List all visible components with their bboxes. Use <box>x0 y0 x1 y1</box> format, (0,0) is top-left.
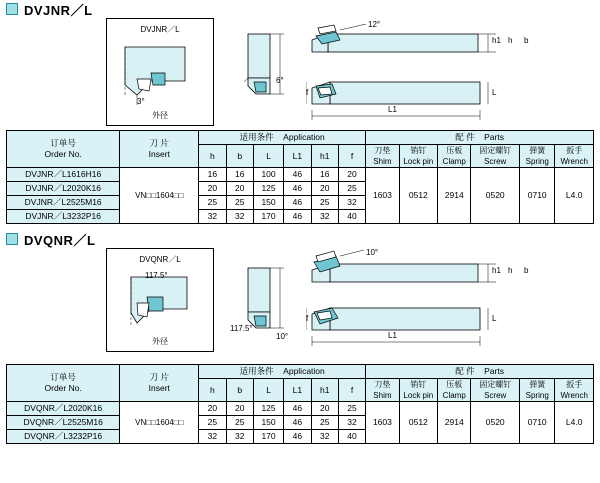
diagram-dim-h1: h1 <box>492 266 501 275</box>
header-part-shim: 刀垫 Shim <box>366 145 399 168</box>
cell-dim-h1: 32 <box>311 430 338 444</box>
section-title: DVQNR／L <box>24 232 96 248</box>
diagram-planview <box>306 76 596 126</box>
section-marker-icon <box>6 3 18 15</box>
table-header-row-1 <box>7 365 594 379</box>
header-dim-L1: L1 <box>284 379 311 402</box>
header-dim-L1: L1 <box>284 145 311 168</box>
cell-part-spring: 0710 <box>520 168 555 224</box>
section-title: DVJNR／L <box>24 2 93 18</box>
cell-dim-f: 32 <box>338 196 365 210</box>
diagram-sideview-top <box>306 20 596 68</box>
header-part-screw: 固定螺钉 Screw <box>471 379 520 402</box>
diagram-group-dvqnr <box>6 248 594 360</box>
cell-dim-h: 25 <box>199 196 226 210</box>
cell-dim-L1: 46 <box>284 182 311 196</box>
header-insert: 刀 片 Insert <box>120 131 199 168</box>
header-parts: 配 件 Parts <box>366 131 594 145</box>
diagram-topview-box <box>106 18 214 126</box>
header-dim-h: h <box>199 145 226 168</box>
header-dim-f: f <box>338 379 365 402</box>
cell-part-screw: 0520 <box>471 402 520 444</box>
cell-dim-h: 25 <box>199 416 226 430</box>
cell-dim-h: 20 <box>199 182 226 196</box>
diagram-sideview-top <box>306 248 596 296</box>
spec-table-dvjnr <box>6 130 594 224</box>
diagram-sideview-top-drawing <box>306 20 596 68</box>
header-dim-h: h <box>199 379 226 402</box>
cell-insert: VN□□1604□□ <box>120 168 199 224</box>
cell-dim-h1: 25 <box>311 196 338 210</box>
cell-dim-L: 150 <box>253 416 283 430</box>
cell-dim-L1: 46 <box>284 168 311 182</box>
header-part-wrench: 扳手 Wrench <box>555 379 594 402</box>
diagram-dim-b: b <box>524 36 529 45</box>
diagram-angle-top: 12° <box>368 20 381 29</box>
diagram-planview-drawing <box>306 302 596 352</box>
cell-part-clamp: 2914 <box>438 168 471 224</box>
cell-dim-h1: 20 <box>311 402 338 416</box>
cell-part-spring: 0710 <box>520 402 555 444</box>
cell-dim-h: 16 <box>199 168 226 182</box>
cell-dim-f: 20 <box>338 168 365 182</box>
cell-dim-h1: 32 <box>311 210 338 224</box>
cell-order-no: DVQNR／L2525M16 <box>7 416 120 430</box>
diagram-frontview-drawing <box>234 30 300 110</box>
table-header-row-1 <box>7 131 594 145</box>
header-application: 适用条件 Application <box>199 131 366 145</box>
diagram-angle-side2: 117.5° <box>230 324 253 333</box>
spec-table-dvqnr <box>6 364 594 444</box>
header-part-spring: 弹簧 Spring <box>520 145 555 168</box>
diagram-angle-small: 3° <box>137 97 145 106</box>
header-order-no: 订单号 Order No. <box>7 365 120 402</box>
table-row <box>7 168 594 182</box>
cell-dim-L: 125 <box>253 402 283 416</box>
section-dvjnr <box>0 0 600 224</box>
diagram-dim-b: b <box>524 266 529 275</box>
section-header-dvjnr <box>0 0 600 18</box>
cell-dim-b: 25 <box>226 416 253 430</box>
diagram-dim-L1: L1 <box>388 105 397 114</box>
header-dim-b: b <box>226 145 253 168</box>
cell-dim-b: 20 <box>226 402 253 416</box>
cell-dim-L: 125 <box>253 182 283 196</box>
diagram-box-sublabel: 外径 <box>152 111 168 120</box>
header-dim-h1: h1 <box>311 379 338 402</box>
header-part-screw: 固定螺钉 Screw <box>471 145 520 168</box>
diagram-box-sublabel: 外径 <box>152 337 168 346</box>
cell-dim-b: 32 <box>226 210 253 224</box>
cell-dim-h1: 16 <box>311 168 338 182</box>
cell-order-no: DVJNR／L3232P16 <box>7 210 120 224</box>
diagram-angle-small: 117.5° <box>145 271 168 280</box>
diagram-angle-top: 10° <box>366 248 379 257</box>
cell-dim-b: 20 <box>226 182 253 196</box>
diagram-dim-h: h <box>508 36 513 45</box>
cell-order-no: DVQNR／L3232P16 <box>7 430 120 444</box>
diagram-angle-side: 6° <box>276 76 284 85</box>
section-header-dvqnr <box>0 230 600 248</box>
diagram-dim-L: L <box>492 88 497 97</box>
diagram-box-label: DVJNR／L <box>140 25 180 34</box>
cell-part-wrench: L4.0 <box>555 168 594 224</box>
cell-dim-h: 32 <box>199 430 226 444</box>
header-dim-L: L <box>253 379 283 402</box>
diagram-planview-drawing <box>306 76 596 126</box>
cell-dim-L: 170 <box>253 430 283 444</box>
header-dim-b: b <box>226 379 253 402</box>
header-part-shim: 刀垫 Shim <box>366 379 399 402</box>
header-part-clamp: 压板 Clamp <box>438 145 471 168</box>
header-part-lockpin: 销钉 Lock pin <box>399 145 437 168</box>
section-dvqnr <box>0 230 600 444</box>
cell-order-no: DVJNR／L2020K16 <box>7 182 120 196</box>
diagram-dim-L: L <box>492 314 497 323</box>
cell-order-no: DVJNR／L1616H16 <box>7 168 120 182</box>
diagram-frontview-drawing <box>234 262 300 346</box>
cell-order-no: DVQNR／L2020K16 <box>7 402 120 416</box>
diagram-sideview-top-drawing <box>306 248 596 296</box>
cell-part-shim: 1603 <box>366 168 399 224</box>
cell-part-screw: 0520 <box>471 168 520 224</box>
header-part-wrench: 扳手 Wrench <box>555 145 594 168</box>
diagram-box-label: DVQNR／L <box>139 255 181 264</box>
cell-dim-b: 25 <box>226 196 253 210</box>
cell-part-lockpin: 0512 <box>399 402 437 444</box>
cell-dim-L1: 46 <box>284 196 311 210</box>
cell-part-shim: 1603 <box>366 402 399 444</box>
diagram-frontview <box>234 30 300 110</box>
header-part-lockpin: 销钉 Lock pin <box>399 379 437 402</box>
cell-dim-L: 150 <box>253 196 283 210</box>
cell-dim-h: 32 <box>199 210 226 224</box>
section-marker-icon <box>6 233 18 245</box>
cell-part-wrench: L4.0 <box>555 402 594 444</box>
diagram-dim-h1: h1 <box>492 36 501 45</box>
diagram-topview-drawing <box>107 39 213 109</box>
cell-dim-L1: 46 <box>284 402 311 416</box>
cell-dim-h1: 20 <box>311 182 338 196</box>
cell-dim-f: 32 <box>338 416 365 430</box>
diagram-angle-side: 10° <box>276 332 289 341</box>
diagram-group-dvjnr <box>6 18 594 126</box>
cell-dim-f: 25 <box>338 402 365 416</box>
cell-part-clamp: 2914 <box>438 402 471 444</box>
diagram-planview <box>306 302 596 352</box>
header-insert: 刀 片 Insert <box>120 365 199 402</box>
cell-dim-L1: 46 <box>284 416 311 430</box>
cell-dim-L1: 46 <box>284 210 311 224</box>
diagram-dim-f: f <box>306 314 309 323</box>
cell-insert: VN□□1604□□ <box>120 402 199 444</box>
cell-dim-L: 100 <box>253 168 283 182</box>
header-application: 适用条件 Application <box>199 365 366 379</box>
cell-order-no: DVJNR／L2525M16 <box>7 196 120 210</box>
cell-dim-h: 20 <box>199 402 226 416</box>
diagram-dim-f: f <box>306 88 309 97</box>
cell-dim-L1: 46 <box>284 430 311 444</box>
table-row <box>7 402 594 416</box>
header-part-spring: 弹簧 Spring <box>520 379 555 402</box>
header-part-clamp: 压板 Clamp <box>438 379 471 402</box>
cell-dim-f: 25 <box>338 182 365 196</box>
header-dim-f: f <box>338 145 365 168</box>
cell-dim-b: 32 <box>226 430 253 444</box>
header-dim-L: L <box>253 145 283 168</box>
diagram-topview-box <box>106 248 214 352</box>
cell-dim-L: 170 <box>253 210 283 224</box>
cell-dim-f: 40 <box>338 210 365 224</box>
cell-dim-b: 16 <box>226 168 253 182</box>
diagram-dim-L1: L1 <box>388 331 397 340</box>
diagram-dim-h: h <box>508 266 513 275</box>
cell-dim-f: 40 <box>338 430 365 444</box>
cell-part-lockpin: 0512 <box>399 168 437 224</box>
diagram-frontview <box>230 262 300 346</box>
header-parts: 配 件 Parts <box>366 365 594 379</box>
cell-dim-h1: 25 <box>311 416 338 430</box>
header-dim-h1: h1 <box>311 145 338 168</box>
header-order-no: 订单号 Order No. <box>7 131 120 168</box>
